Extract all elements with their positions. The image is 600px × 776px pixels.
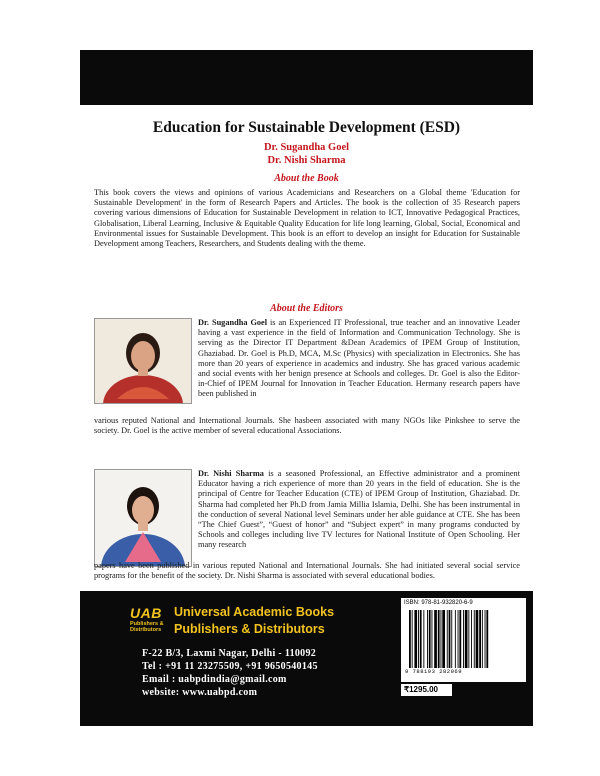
publisher-website: website: www.uabpd.com [142,687,258,698]
publisher-name-2: Publishers & Distributors [174,622,325,636]
logo-sub-2: Distributors [130,627,162,633]
editor2-photo [94,469,192,567]
author-2: Dr. Nishi Sharma [267,155,346,166]
isbn-label: ISBN: 978-81-932820-6-9 [404,600,473,606]
isbn-box [401,598,526,682]
editor1-photo [94,318,192,404]
price-tag: ₹1295.00 [401,684,452,696]
editor2-bio [198,469,520,551]
back-cover [80,50,533,726]
publisher-email: Email : uabpdindia@gmail.com [142,674,287,685]
logo-sub-1: Publishers & [130,621,164,627]
publisher-name-1: Universal Academic Books [174,605,335,619]
publisher-band [80,591,533,726]
editor1-bio-continued: various reputed National and International Journals. She hasbeen associated with many NGOs like Pinkshee to serve the society. Dr. Goel is the active member of several educational Associations. [94,416,520,436]
editor1-bio-text: is an Experienced IT Professional, true teacher and an innovative Leader having a vast experience in the field of Information and Communication Technology. She is serving as the Director IT Department &Dean Academics of IPEM Group of Institution, Ghaziabad. Dr. Goel is Ph.D, MCA, M.Sc (Physics) with specialization in Electronics. She has more than 20 years of experience in academics and industry. She has graced various academic and social events with her benign presence at Schools and colleges. Dr. Goel is also the Editor-in-Chief of IPEM Journal for Innovation in Teacher Education. Hermany research papers have been published in [198,318,520,399]
publisher-logo [130,605,170,633]
publisher-address: F-22 B/3, Laxmi Nagar, Delhi - 110092 [142,648,317,659]
about-editors-heading: About the Editors [270,303,343,314]
editor2-bio-continued: papers have been published in various reputed National and International Journals. She had initiated several social service programs for the benefit of the society. Dr. Nishi Sharma is associated with several educational bodies. [94,561,520,581]
logo-text: UAB [130,605,162,621]
book-title: Education for Sustainable Development (ESD) [152,119,461,136]
about-book-heading: About the Book [274,173,339,184]
editor2-bio-text: is a seasoned Professional, an Effective administrator and a prominent Educator having a rich experience of more than 20 years in the field of education. She is the principal of Centre for Teacher Education (CTE) of IPEM Group of Institution, Ghaziabad. Dr. Sharma had completed her Ph.D from Jamia Millia Islamia, Delhi. She has been instrumental in the conduction of several National level Seminars under her able guidance at CTE. She has been “The Chief Guest”, “Guest of honor” and “Subject expert” in many programs conducted by Schools and colleges including live TV lectures for National Institute of Open Schooling. Her many research [198,469,521,550]
barcode-digits: 9 788193 282069 [405,668,463,675]
barcode [407,610,520,668]
editor1-name: Dr. Sugandha Goel [198,318,268,327]
author-1: Dr. Sugandha Goel [263,142,350,153]
editor2-name: Dr. Nishi Sharma [198,469,264,478]
editor1-bio [198,318,520,400]
about-book-text: This book covers the views and opinions of various Academicians and Researchers on a Global theme 'Education for Sustainable Development' in the form of Research Papers and Articles. The book is the collection of 35 Research papers covering various dimensions of Education for Sustainable Development in relation to ICT, Innovative Pedagogical Practices, Globalisation, Liberal Learning, Inclusive & Equitable Quality Education for life long learning, Global, Social, Economical and Environmental issues for Sustainable Development. This book is an effort to develop an insight for Education for Sustainable Development among Teachers, Researchers, and Students dealing with the theme. [94,188,520,249]
publisher-tel: Tel : +91 11 23275509, +91 9650540145 [142,661,318,672]
top-band [80,50,533,105]
